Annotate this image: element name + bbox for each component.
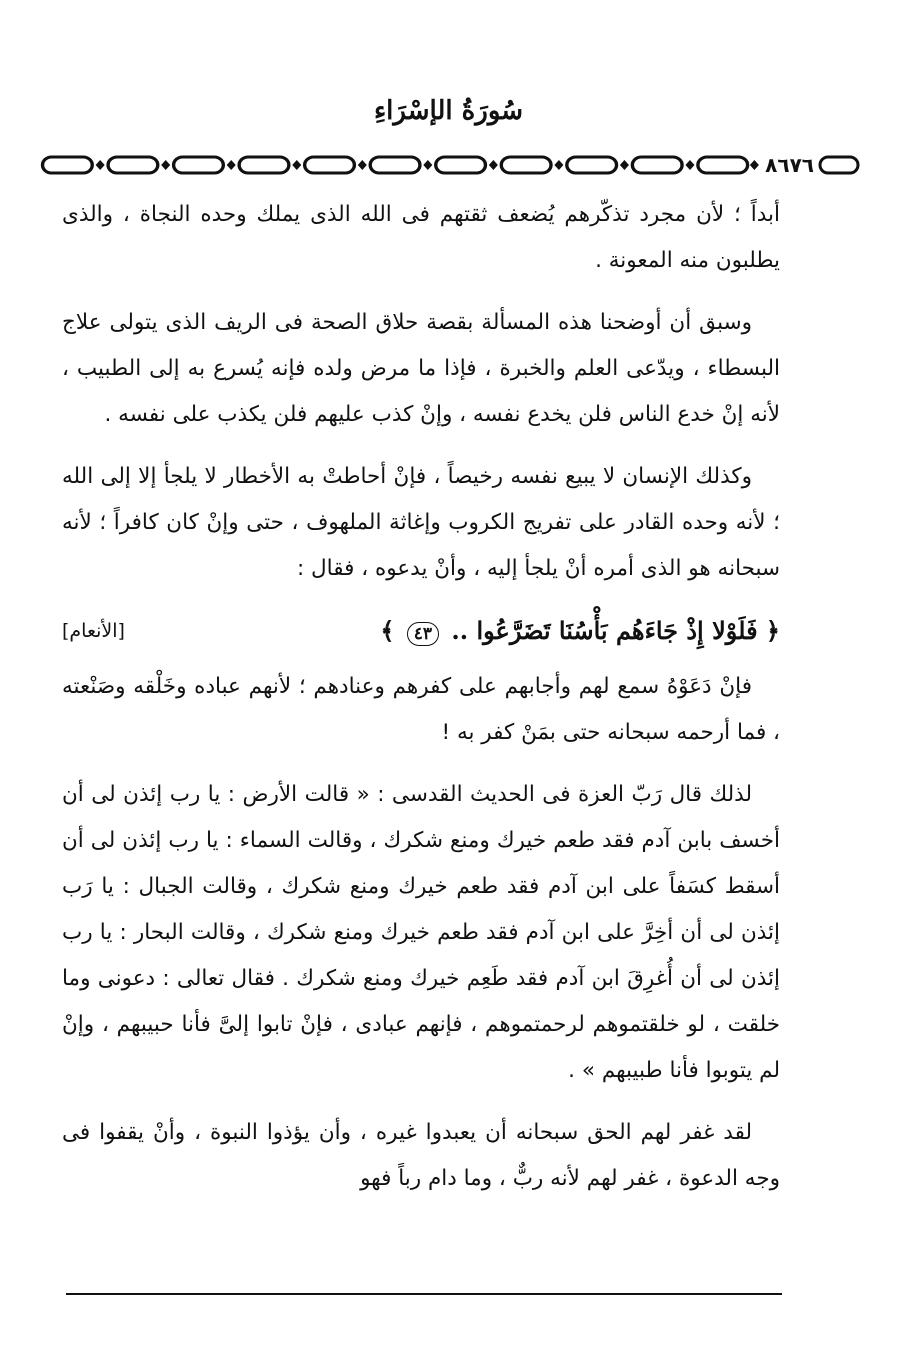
paragraph-6: لقد غفر لهم الحق سبحانه أن يعبدوا غيره ، وأن يؤذوا النبوة ، وأنْ يقفوا فى وجه الدعوة ، غفر لهم لأنه ربٌّ ، وما دام رباً فهو: [62, 1120, 780, 1191]
verse-text: ﴿ فَلَوْلا إِذْ جَاءَهُم بَأْسُنَا تَضَرَّعُوا ..: [443, 616, 780, 645]
page-number: ٨٦٧٦: [765, 153, 814, 177]
ayah-number: ٤٣: [407, 622, 439, 646]
verse-closing: ﴾: [380, 616, 403, 645]
ornament-end-icon: [818, 150, 862, 180]
paragraph-2: وسبق أن أوضحنا هذه المسألة بقصة حلاق الصحة فى الريف الذى يتولى علاج البسطاء ، ويدّعى العلم والخبرة ، فإذا ما مرض ولده فإنه يُسرع به إلى الطبيب ، لأنه إنْ خدع الناس فلن يخدع نفسه ، وإنْ كذب عليهم فلن يكذب على نفسه .: [62, 310, 780, 427]
paragraph-1: أبداً ؛ لأن مجرد تذكّرهم يُضعف ثقتهم فى الله الذى يملك وحده النجاة ، والذى يطلبون منه المعونة .: [62, 202, 780, 273]
paragraph-5: لذلك قال رَبّ العزة فى الحديث القدسى : « قالت الأرض : يا رب إئذن لى أن أخسف بابن آدم فقد طعم خيرك ومنع شكرك ، وقالت السماء : يا رب إئذن لى أن أسقط كسَفاً على ابن آدم فقد طعم خيرك ومنع شكرك ، وقالت الجبال : يا رَب إئذن لى أن أخِرَّ على ابن آدم فقد طعم خيرك ومنع شكرك ، وقالت البحار : يا رب إئذن لى أن أُغرِقَ ابن آدم فقد طَعِم خيرك ومنع شكرك . فقال تعالى : دعونى وما خلقت ، لو خلقتموهم لرحمتموهم ، فإنهم عبادى ، فإنْ تابوا إلىَّ فأنا حبيبهم ، وإنْ لم يتوبوا فأنا طبيبهم » .: [62, 782, 780, 1083]
ornament-chain-icon: [38, 150, 761, 180]
footer-rule: [66, 1293, 782, 1295]
verse-reference: [الأنعام]: [62, 620, 125, 642]
header-ornament-bar: [38, 150, 862, 180]
quran-verse-line: [62, 608, 780, 654]
page-body: [62, 192, 780, 1218]
quran-verse: [380, 608, 780, 654]
surah-title: سُورَةُ الإسْرَاءِ: [373, 96, 524, 126]
paragraph-3: وكذلك الإنسان لا يبيع نفسه رخيصاً ، فإنْ أحاطتْ به الأخطار لا يلجأ إلا إلى الله ؛ لأنه وحده القادر على تفريج الكروب وإغاثة الملهوف ، حتى وإنْ كان كافراً ؛ لأنه سبحانه هو الذى أمره أنْ يلجأ إليه ، وأنْ يدعوه ، فقال :: [62, 464, 780, 581]
paragraph-4: فإنْ دَعَوْهُ سمع لهم وأجابهم على كفرهم وعنادهم ؛ لأنهم عباده وخَلْقه وصَنْعته ، فما أرحمه سبحانه حتى بمَنْ كفر به !: [62, 674, 780, 745]
